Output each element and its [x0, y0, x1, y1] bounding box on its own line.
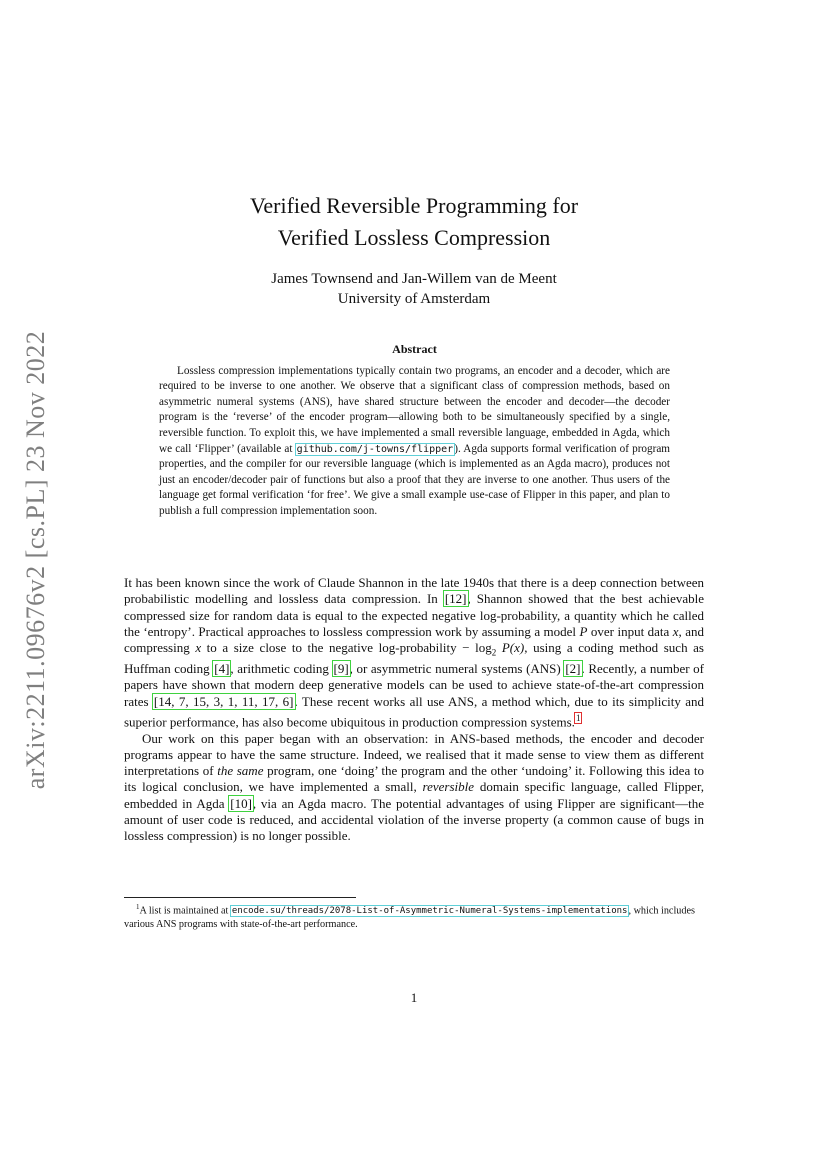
- citation-link[interactable]: [9]: [333, 661, 349, 677]
- citation-link[interactable]: [4]: [214, 661, 230, 677]
- author-names: James Townsend and Jan-Willem van de Meent: [271, 271, 557, 287]
- math-var: x: [195, 640, 202, 656]
- title-block: [0, 190, 828, 309]
- footnote-marker[interactable]: 1: [575, 712, 581, 723]
- title-line-1: Verified Reversible Programming for: [249, 193, 579, 218]
- footnote-number: 1: [136, 903, 140, 911]
- arxiv-identifier[interactable]: arXiv:2211.09676v2 [cs.PL] 23 Nov 2022: [21, 330, 50, 790]
- page-number: 1: [410, 990, 418, 1005]
- ans-list-link[interactable]: encode.su/threads/2078-List-of-Asymmetric-Numeral-Systems-implementations: [231, 906, 628, 917]
- title-line-2: Verified Lossless Compression: [277, 225, 551, 250]
- math-var: x: [672, 623, 679, 639]
- affiliation: University of Amsterdam: [337, 291, 491, 307]
- author-block: [0, 269, 828, 309]
- abstract-text: Lossless compression implementations typically contain two programs, an encoder and a decoder, which are required to be inverse to one another. We observe that a significant class of compression methods, based on asymmetric numeral systems (ANS), have shared structure between the encoder and decoder—the decoder program is the ‘reverse’ of the encoder program—allowing both to be simultaneously specified by a single, reversible function. To exploit this, we have implemented a small reversible language, embedded in Agda, which we call ‘Flipper’ (available at github.com/j-towns/flipper). Agda supports formal verification of program properties, and the compiler for our reversible language (which is implemented as an Agda macro), produces not just an encoder/decoder pair of functions but also a proof that they are inverse to one another. Thus users of the language get formal verification ‘for free’. We give a small example use-case of Flipper in this paper, and plan to publish a full compression implementation soon.: [159, 364, 671, 517]
- abstract: [159, 342, 670, 520]
- flipper-repo-link[interactable]: github.com/j-towns/flipper: [296, 443, 454, 455]
- emphasis: the same: [217, 763, 264, 779]
- citation-link[interactable]: [10]: [230, 795, 252, 811]
- citation-group-link[interactable]: [14, 7, 15, 3, 1, 11, 17, 6]: [153, 693, 294, 709]
- math-var: P: [579, 623, 588, 639]
- citation-link[interactable]: [12]: [444, 591, 467, 607]
- footnote: $^1$A list is maintained at encode.su/threads/2078-List-of-Asymmetric-Numeral-Systems-implementations, which includes various ANS programs with state-of-the-art performance.: [124, 903, 695, 931]
- body-text: [124, 575, 704, 845]
- math-expr: P(x): [496, 640, 525, 656]
- math-log: − log: [462, 640, 492, 656]
- paper-title: [0, 190, 828, 254]
- paragraph-2: Our work on this paper began with an observation: in ANS-based methods, the encoder and decoder programs appear to have the same structure. Indeed, we realised that it made sense to view them as different interpretations of the same program, one ‘doing’ the program and the other ‘undoing’ it. Following this idea to its logical conclusion, we have implemented a small, reversible domain specific language, called Flipper, embedded in Agda [10], via an Agda macro. The potential advantages of using Flipper are significant—the amount of user code is reduced, and accidental violation of the inverse property (a common cause of bugs in lossless compression) is no longer possible.: [124, 730, 704, 844]
- emphasis: reversible: [422, 779, 475, 795]
- footnote-divider: [124, 897, 356, 898]
- paragraph-1: It has been known since the work of Claude Shannon in the late 1940s that there is a deep connection between probabilistic modelling and lossless data compression. In [12], Shannon showed that the best achievable compressed size for random data is equal to the expected negative log-probability, a quantity which he called the ‘entropy’. Practical approaches to lossless compression work by assuming a model P over input data x, and compressing x to a size close to the negative log-probability − $\log_2 P(x)$, using a coding method such as Huffman coding [4], arithmetic coding [9], or asymmetric numeral systems (ANS) [2]. Recently, a number of papers have shown that modern deep generative models can be used to achieve state-of-the-art compression rates [14, 7, 15, 3, 1, 11, 17, 6]. These recent works all use ANS, a method which, due to its simplicity and superior performance, has also become ubiquitous in production compression systems.$^1$: [124, 575, 705, 730]
- citation-link[interactable]: [2]: [565, 661, 581, 677]
- abstract-heading: Abstract: [392, 342, 437, 356]
- math-log-base: 2: [491, 647, 497, 658]
